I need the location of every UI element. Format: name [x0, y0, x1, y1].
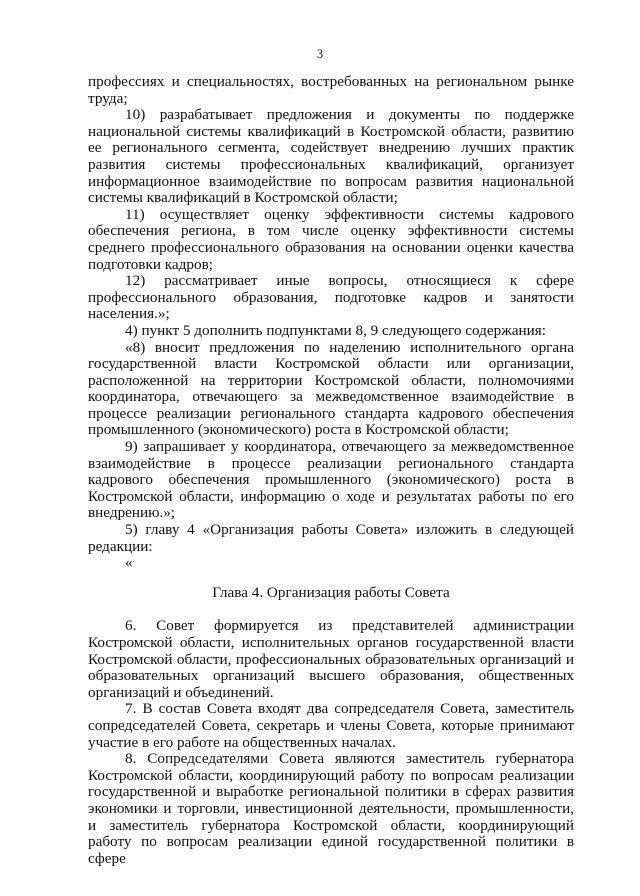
paragraph-subitem-8: «8) вносит предложения по наделению исполнительного органа государственной власти Костромской области или организации, расположенной на территории Костромской области, полномочиями координатора, отвечающего за межведомственное взаимодействие в процессе реализации регионального стандарта кадрового обеспечения промышленного (экономического) роста в Костромской области; [88, 338, 574, 439]
paragraph-subitem-9: 9) запрашивает у координатора, отвечающего за межведомственное взаимодействие в процессе реализации регионального стандарта кадрового обеспечения промышленного (экономического) роста в Костромской области, информацию о ходе и результатах работы по его внедрению.»; [88, 438, 574, 522]
paragraph-section-8: 8. Сопредседателями Совета являются заместитель губернатора Костромской области, координирующий работу по вопросам реализации государственной и выработке региональной политики в сферах развития экономики и торговли, инвестиционной деятельности, промышленности, и заместитель губернатора Костромской области, координирующий работу по вопросам реализации единой государственной политики в сфере [88, 750, 574, 867]
paragraph-item-11: 11) осуществляет оценку эффективности системы кадрового обеспечения региона, в том числе оценку эффективности системы среднего профессионального образования на основании оценки качества подготовки кадров; [88, 205, 574, 273]
quote-open-mark: « [125, 554, 133, 572]
paragraph-section-7: 7. В состав Совета входят два сопредседателя Совета, заместитель сопредседателей Совета, секретарь и члены Совета, которые принимают участие в его работе на общественных началах. [88, 700, 574, 751]
paragraph-amendment-4: 4) пункт 5 дополнить подпунктами 8, 9 следующего содержания: [125, 321, 546, 339]
paragraph-continuation: профессиях и специальностях, востребованных на региональном рынке труда; [88, 73, 574, 107]
paragraph-item-12: 12) рассматривает иные вопросы, относящиеся к сфере профессионального образования, подготовке кадров и занятости населения.»; [88, 272, 574, 323]
paragraph-section-6: 6. Совет формируется из представителей администрации Костромской области, исполнительных органов государственной власти Костромской области, профессиональных образовательных организаций и образовательных организаций высшего образования, общественных организаций и объединений. [88, 617, 574, 701]
document-body [88, 74, 574, 867]
chapter-title: Глава 4. Организация работы Совета [212, 583, 450, 601]
paragraph-item-10: 10) разрабатывает предложения и документы по поддержке национальной системы квалификаций в Костромской области, развитию ее регионального сегмента, содействует внедрению лучших практик развития системы профессиональных квалификаций, организует информационное взаимодействие по вопросам развития национальной системы квалификаций в Костромской области; [88, 106, 574, 207]
paragraph-amendment-5: 5) главу 4 «Организация работы Совета» изложить в следующей редакции: [88, 521, 574, 555]
page-number: 3 [316, 47, 324, 61]
